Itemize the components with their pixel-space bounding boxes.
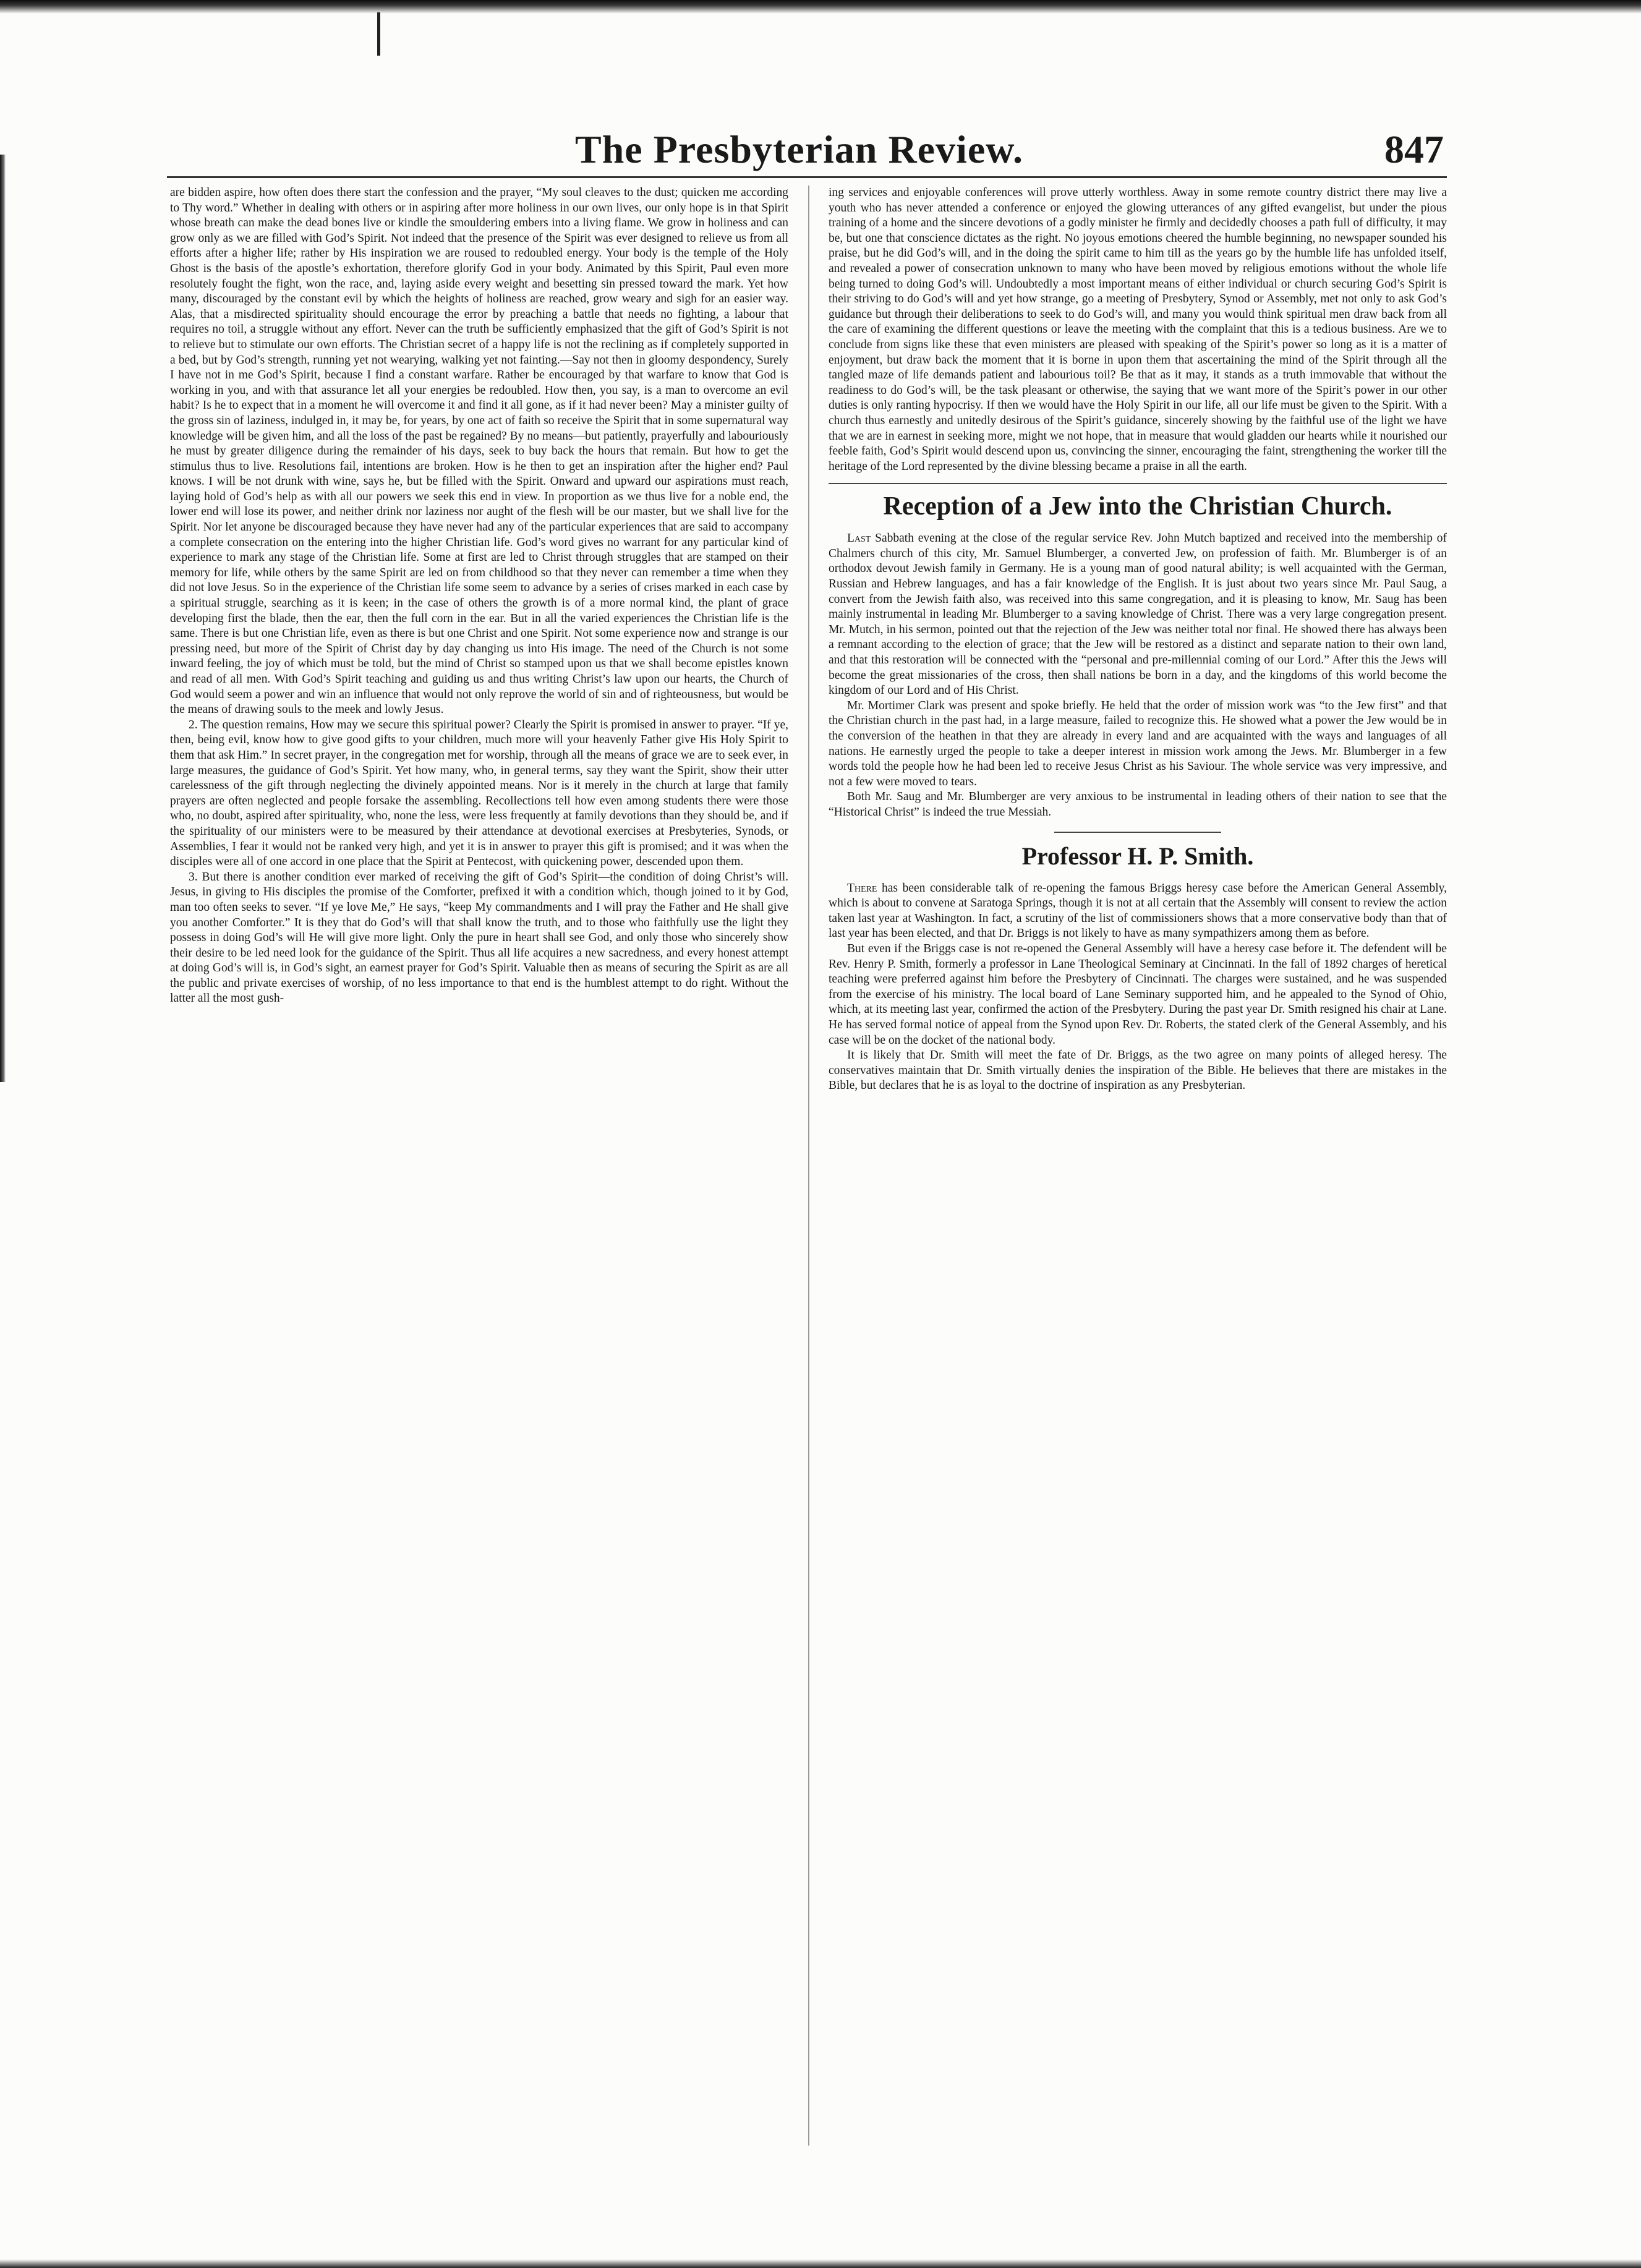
paragraph: ing services and enjoyable conferences will prove utterly worthless. Away in some remote country district there may live a youth who has never attended a conference or enjoyed the glowing utterances of any gifted evangelist, but under the pious training of a home and the sincere devotions of a godly minister he firmly and decidedly chooses a path full of difficulty, it may be, but one that conscience dictates as the right. No joyous emotions cheered the humble beginning, no newspaper sounded his praise, but he did God’s will, and in the doing the spirit came to him till as the years go by the humble life has unfolded itself, and revealed a power of consecration unknown to many who have been moved by religious emotions without the whole life being turned to doing God’s will. Undoubtedly a most important means of either individual or church securing God’s Spirit is their striving to do God’s will and yet how strange, go a meeting of Presbytery, Synod or Assembly, met not only to ask God’s guidance but through their deliberations to seek to do God’s will, and many you would think spiritual men draw back from all the care of examining the different questions or leave the meeting with the complaint that this is a tedious business. Are we to conclude from signs like these that even ministers are pleased with speaking of the Spirit’s power so long as it is a matter of enjoyment, but draw back the moment that it is borne in upon them that ascertaining the mind of the Spirit through all the tangled maze of life demands patient and labourious toil? Be that as it may, it stands as a truth immovable that without the readiness to do God’s will, be the task pleasant or otherwise, the saying that we want more of the Spirit’s power in our other duties is only ranting hypocrisy. If then we would have the Holy Spirit in our life, all our life must be given to the Spirit. With a church thus earnestly and unitedly desirous of the Spirit’s guidance, sincerely showing by the faithful use of the light we have that we are in earnest in seeking more, might we not hope, that in measure that would gladden our hearts while it nourished our feeble faith, God’s Spirit would descend upon us, convincing the sinner, encouraging the faint, strengthening the worker till the heritage of the Lord represented by the divine blessing became a praise in all the earth. [829, 186, 1447, 473]
paragraph [829, 881, 1447, 942]
right-column [829, 185, 1447, 2152]
paragraph: It is likely that Dr. Smith will meet the fate of Dr. Briggs, as the two agree on many points of alleged heresy. The conservatives maintain that Dr. Smith virtually denies the inspiration of the Bible. He believes that there are mistakes in the Bible, but declares that he is as loyal to the doctrine of inspiration as any Presbyterian. [829, 1049, 1447, 1093]
paragraph: But even if the Briggs case is not re-opened the General Assembly will have a heresy case before it. The defendent will be Rev. Henry P. Smith, formerly a professor in Lane Theological Seminary at Cincinnati. In the fall of 1892 charges of heretical teaching were preferred against him before the Presbytery of Cincinnati. The charges were sustained, and he was suspended from the exercise of his ministry. The local board of Lane Seminary supported him, and he appealed to the Synod of Ohio, which, at its meeting last year, confirmed the action of the Presbytery. During the past year Dr. Smith resigned his chair at Lane. He has served formal notice of appeal from the Synod upon Rev. Dr. Roberts, the stated clerk of the General Assembly, and his case will be on the docket of the national body. [829, 942, 1447, 1047]
section-title-reception: Reception of a Jew into the Christian Church. [883, 492, 1392, 521]
paragraph: are bidden aspire, how often does there start the confession and the prayer, “My soul cleaves to the dust; quicken me according to Thy word.” Whether in dealing with others or in aspiring after more holiness in our own lives, our only hope is in that Spirit whose breath can make the dead bones live or kindle the smouldering embers into a living flame. We grow in holiness and can grow only as we are filled with God’s Spirit. Not indeed that the presence of the Spirit was ever designed to relieve us from all efforts after a higher life; rather by His inspiration we are roused to redoubled energy. Your body is the temple of the Holy Ghost is the basis of the apostle’s exhortation, therefore glorify God in your body. Animated by this Spirit, Paul even more resolutely fought the fight, won the race, and, laying aside every weight and besetting sin pressed toward the mark. Yet how many, discouraged by the constant evil by which the heights of holiness are reached, grow weary and sigh for an easier way. Alas, that a misdirected spirituality should encourage the error by preaching a battle that needs no fighting, a labour that requires no toil, a struggle without any effort. Never can the truth be sufficiently emphasized that the gift of God’s Spirit is not to relieve but to stimulate our own efforts. The Christian secret of a happy life is not the reclining as if completely supported in a bed, but by God’s strength, running yet not wearying, walking yet not fainting.—Say not then in gloomy despondency, Surely I have not in me God’s Spirit, because I find a constant warfare. Rather be encouraged by that warfare to know that God is working in you, and with that assurance let all your energies be redoubled. How then, you say, is a man to overcome an evil habit? Is he to expect that in a moment he will overcome it and find it all gone, as if it had never been? May a minister guilty of the gross sin of laziness, indulged in, it may be, for years, by one act of faith so receive the Spirit that in some supernatural way knowledge will be given him, and all the loss of the past be regained? By no means—but patiently, prayerfully and labouriously he must by greater diligence during the remainder of his days, seek to buy back the hours that remain. But how to get the stimulus thus to live. Resolutions fail, intentions are broken. How is he then to get an inspiration after the higher end? Paul knows. I will be not drunk with wine, says he, but be filled with the Spirit. Onward and upward our aspirations must reach, laying hold of God’s help as with all our powers we seek this end in view. In proportion as we thus live for a noble end, the lower end will lose its power, and neither drink nor laziness nor aught of the flesh will be our master, but we shall live for the Spirit. Nor let anyone be discouraged because they have never had any of the particular experiences that are said to accompany a complete consecration on the entering into the higher Christian life. God’s word gives no warrant for any particular kind of experience to mark any stage of the Christian life. Some at first are led to Christ through struggles that are stamped on their memory for life, while others by the same Spirit are led on from childhood so that they never can remember a time when they did not love Jesus. So in the experience of the Christian life some seem to advance by a series of crises marked in each case by a spiritual struggle, searching as it is keen; in the case of others the growth is of a more normal kind, the plant of grace developing first the blade, then the ear, then the full corn in the ear. But in all the varied experiences the Christian life is the same. There is but one Christian life, even as there is but one Christ and one Spirit. Not some experience now and strange is our pressing need, but more of the Spirit of Christ day by day changing us into His image. The need of the Church is not some inward feeling, the joy of which must be told, but the mind of Christ so stamped upon us that we shall become epistles known and read of all men. With God’s Spirit teaching and guiding us and thus writing Christ’s law upon our hearts, the Church of God would seem a power and win an influence that would not only reprove the world of sin and of righteousness, but would be the means of drawing souls to the meek and lowly Jesus. [170, 186, 788, 717]
header-rule [167, 176, 1447, 178]
scan-mark [377, 12, 380, 56]
paragraph: 2. The question remains, How may we secure this spiritual power? Clearly the Spirit is promised in answer to prayer. “If ye, then, being evil, know how to give good gifts to your children, much more will your heavenly Father give His Holy Spirit to them that ask Him.” In secret prayer, in the congregation met for worship, through all the means of grace we are to seek ever, in large measures, the guidance of God’s Spirit. Yet how many, who, in general terms, say they want the Spirit, show their utter carelessness of the gift through neglecting the divinely appointed means. Nor is it merely in the church at large that family prayers are often neglected and people forsake the assembling. Recollections tell how even among students there were those who, no doubt, aspired after spirituality, who, none the less, were less frequently at family devotions than they should be, and if the spirituality of our ministers were to be measured by their attendance at devotional exercises at Presbyteries, Synods, or Assemblies, I fear it would not be ranked very high, and yet it is in answer to prayer this gift is promised; and it was when the disciples were all of one accord in one place that the Spirit at Pentecost, with quickening power, descended upon them. [170, 718, 788, 869]
paragraph-text: has been considerable talk of re-opening the famous Briggs heresy case before the American General Assembly, which is about to convene at Saratoga Springs, though it is not at all certain that the Assembly will consent to review the action taken last year at Washington. In fact, a scrutiny of the list of commissioners shows that a more conservative body than that of last year has been elected, and that Dr. Briggs is not likely to have as many sympathizers among them as before. [829, 881, 1447, 940]
paragraph: Both Mr. Saug and Mr. Blumberger are very anxious to be instrumental in leading others of their nation to see that the “Historical Christ” is indeed the true Messiah. [829, 790, 1447, 819]
section-rule [1054, 832, 1221, 833]
paragraph-text: Sabbath evening at the close of the regular service Rev. John Mutch baptized and received into the membership of Chalmers church of this city, Mr. Samuel Blumberger, a converted Jew, on profession of faith. Mr. Blumberger is of an orthodox devout Jewish family in Germany. He is a young man of good natural ability; is well acquainted with the German, Russian and Hebrew languages, and has a fair knowledge of the English. It is just about two years since Mr. Paul Saug, a convert from the Jewish faith also, was received into this same congregation, and it is pleasing to know, Mr. Saug has been mainly instrumental in leading Mr. Blumberger to a saving knowledge of Christ. There was a very large congregation present. Mr. Mutch, in his sermon, pointed out that the rejection of the Jew was neither total nor final. He showed there has always been a remnant according to the election of grace; that the Jew will be restored as a distinct and separate nation to their own land, and that this restoration will be connected with the “personal and pre-millennial coming of our Lord.” After this the Jews will become the great missionaries of the cross, then shall nations be born in a day, and the kingdoms of this world become the kingdom of our Lord and of His Christ. [829, 532, 1447, 697]
lead-word: There [847, 881, 877, 895]
column-divider [808, 185, 809, 2146]
left-column [170, 185, 788, 2152]
lead-word: Last [847, 532, 871, 545]
section-rule [829, 483, 1447, 484]
scan-edge-top [0, 0, 1641, 14]
paragraph: Mr. Mortimer Clark was present and spoke briefly. He held that the order of mission work was “to the Jew first” and that the Christian church in the past had, in a large measure, failed to recognize this. He showed what a power the Jew would be in the conversion of the heathen in that they are already in every land and are acquainted with the ways and languages of all nations. He earnestly urged the people to take a deeper interest in mission work among the Jews. Mr. Blumberger in a few words told the people how he had been led to receive Jesus Christ as his Saviour. The whole service was very impressive, and not a few were moved to tears. [829, 699, 1447, 788]
running-head: The Presbyterian Review. [575, 127, 1023, 171]
page-number: 847 [1384, 127, 1444, 171]
scan-edge-bottom [0, 2259, 1641, 2268]
scan-edge-left [0, 155, 6, 1082]
paragraph: 3. But there is another condition ever marked of receiving the gift of God’s Spirit—the condition of doing Christ’s will. Jesus, in giving to His disciples the promise of the Comforter, prefixed it with a condition which, though joined to it by God, man too often seeks to sever. “If ye love Me,” He says, “keep My commandments and I will pray the Father and He shall give you another Comforter.” It is they that do God’s will that shall know the truth, and to those who faithfully use the light they possess in doing God’s will He will give more light. Only the pure in heart shall see God, and only those who sincerely show their desire to be led need look for the guidance of the Spirit. Thus all life acquires a new sacredness, and every honest attempt at doing God’s will is, in God’s sight, an earnest prayer for God’s Spirit. Valuable then as means of securing the Spirit as are all the public and private exercises of worship, of no less importance to that end is the humblest attempt to do right. Without the latter all the most gush- [170, 870, 788, 1005]
section-title-smith: Professor H. P. Smith. [1021, 842, 1254, 870]
paragraph [829, 531, 1447, 699]
